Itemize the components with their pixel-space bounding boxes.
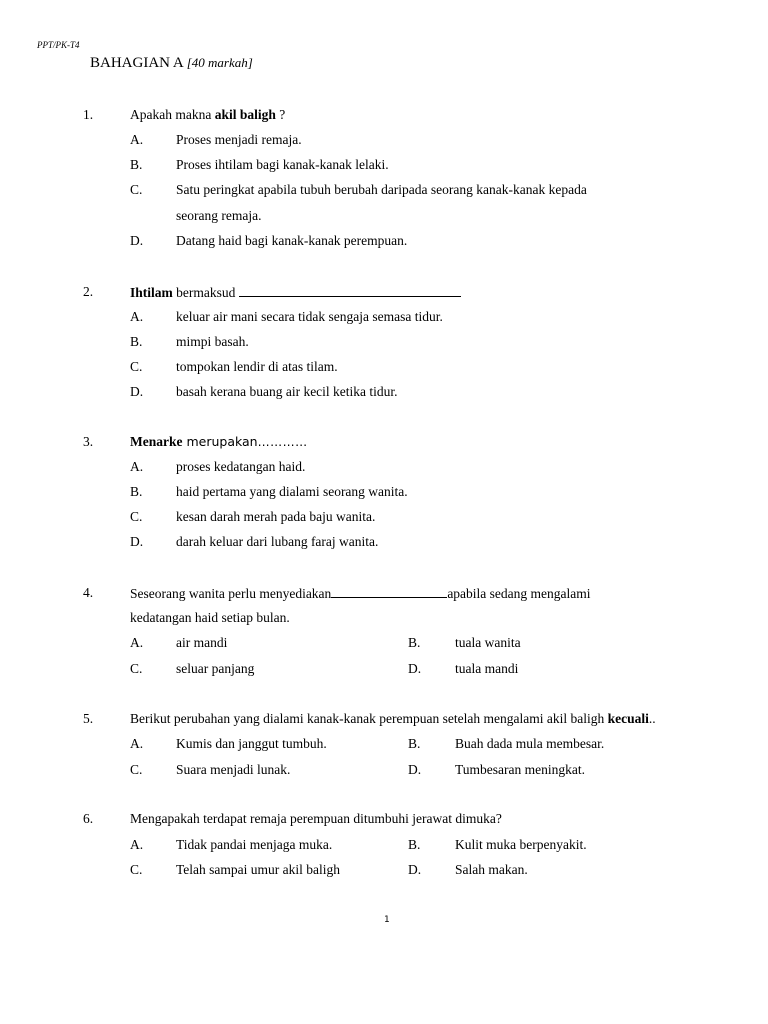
- option-text: keluar air mani secara tidak sengaja semasa tidur.: [176, 309, 443, 324]
- stem-text: apabila sedang mengalami: [447, 586, 591, 601]
- section-title: [90, 55, 253, 72]
- question-number: 6.: [83, 811, 94, 826]
- question-stem: [130, 585, 591, 602]
- option-label: A.: [130, 736, 144, 751]
- page-number: 1: [384, 915, 390, 925]
- question-number: 2.: [83, 284, 94, 299]
- question-stem: [130, 284, 461, 301]
- option-label: A.: [130, 309, 144, 324]
- option-label: A.: [130, 635, 144, 650]
- option-text: proses kedatangan haid.: [176, 459, 306, 474]
- question-number: 3.: [83, 434, 94, 449]
- option-label: C.: [130, 661, 143, 676]
- option-label: D.: [408, 661, 422, 676]
- option-label: A.: [130, 132, 144, 147]
- question-number: 5.: [83, 711, 94, 726]
- option-label: C.: [130, 182, 143, 197]
- question-stem: [130, 434, 308, 450]
- stem-keyword: Ihtilam: [130, 285, 173, 300]
- option-label: D.: [130, 384, 144, 399]
- option-text: tompokan lendir di atas tilam.: [176, 359, 338, 374]
- question-number: 4.: [83, 585, 94, 600]
- option-label: A.: [130, 837, 144, 852]
- option-text: air mandi: [176, 635, 228, 650]
- stem-text: Berikut perubahan yang dialami kanak-kanak perempuan setelah mengalami akil baligh: [130, 711, 608, 726]
- option-text: darah keluar dari lubang faraj wanita.: [176, 534, 379, 549]
- option-label: A.: [130, 459, 144, 474]
- option-text: Kumis dan janggut tumbuh.: [176, 736, 327, 751]
- option-text: mimpi basah.: [176, 334, 249, 349]
- option-text: kesan darah merah pada baju wanita.: [176, 509, 376, 524]
- option-text: Tumbesaran meningkat.: [455, 762, 585, 777]
- stem-text: Seseorang wanita perlu menyediakan: [130, 586, 332, 601]
- section-name: BAHAGIAN A: [90, 55, 183, 71]
- option-label: C.: [130, 762, 143, 777]
- stem-text: merupakan: [182, 434, 258, 449]
- stem-keyword: kecuali: [607, 711, 649, 726]
- option-text: tuala wanita: [455, 635, 521, 650]
- stem-keyword: Menarke: [130, 434, 183, 449]
- option-text: Buah dada mula membesar.: [455, 736, 605, 751]
- option-text: Proses ihtilam bagi kanak-kanak lelaki.: [176, 157, 389, 172]
- option-text: Datang haid bagi kanak-kanak perempuan.: [176, 233, 408, 248]
- question-stem: [130, 107, 285, 123]
- option-label: B.: [130, 334, 143, 349]
- answer-dots: …………: [257, 435, 308, 449]
- answer-blank: [239, 284, 461, 297]
- option-text: Satu peringkat apabila tubuh berubah daripada seorang kanak-kanak kepada: [176, 182, 587, 197]
- option-label: C.: [130, 359, 143, 374]
- stem-text: Apakah makna: [130, 107, 215, 122]
- stem-text: ..: [648, 711, 656, 726]
- document-code: PPT/PK-T4: [37, 40, 80, 50]
- option-label: D.: [130, 233, 144, 248]
- option-label: C.: [130, 509, 143, 524]
- option-text-continued: seorang remaja.: [176, 208, 262, 223]
- option-text: seluar panjang: [176, 661, 255, 676]
- answer-blank: [331, 585, 447, 598]
- option-text: Kulit muka berpenyakit.: [455, 837, 587, 852]
- option-label: B.: [130, 157, 143, 172]
- question-stem: Mengapakah terdapat remaja perempuan ditumbuhi jerawat dimuka?: [130, 811, 502, 826]
- option-text: Suara menjadi lunak.: [176, 762, 291, 777]
- stem-text: ?: [275, 107, 286, 122]
- stem-keyword: akil baligh: [214, 107, 276, 122]
- option-label: B.: [408, 736, 421, 751]
- option-label: B.: [408, 635, 421, 650]
- option-label: D.: [130, 534, 144, 549]
- option-label: C.: [130, 862, 143, 877]
- question-stem-continued: kedatangan haid setiap bulan.: [130, 610, 290, 625]
- option-label: D.: [408, 762, 422, 777]
- option-label: D.: [408, 862, 422, 877]
- section-marks: [40 markah]: [186, 55, 253, 70]
- stem-text: bermaksud: [172, 285, 239, 300]
- option-text: Telah sampai umur akil baligh: [176, 862, 341, 877]
- option-text: basah kerana buang air kecil ketika tidur.: [176, 384, 398, 399]
- option-text: Salah makan.: [455, 862, 528, 877]
- option-label: B.: [130, 484, 143, 499]
- question-stem: [130, 711, 656, 727]
- option-text: Tidak pandai menjaga muka.: [176, 837, 333, 852]
- option-text: Proses menjadi remaja.: [176, 132, 302, 147]
- option-text: haid pertama yang dialami seorang wanita.: [176, 484, 408, 499]
- option-label: B.: [408, 837, 421, 852]
- option-text: tuala mandi: [455, 661, 519, 676]
- question-number: 1.: [83, 107, 94, 122]
